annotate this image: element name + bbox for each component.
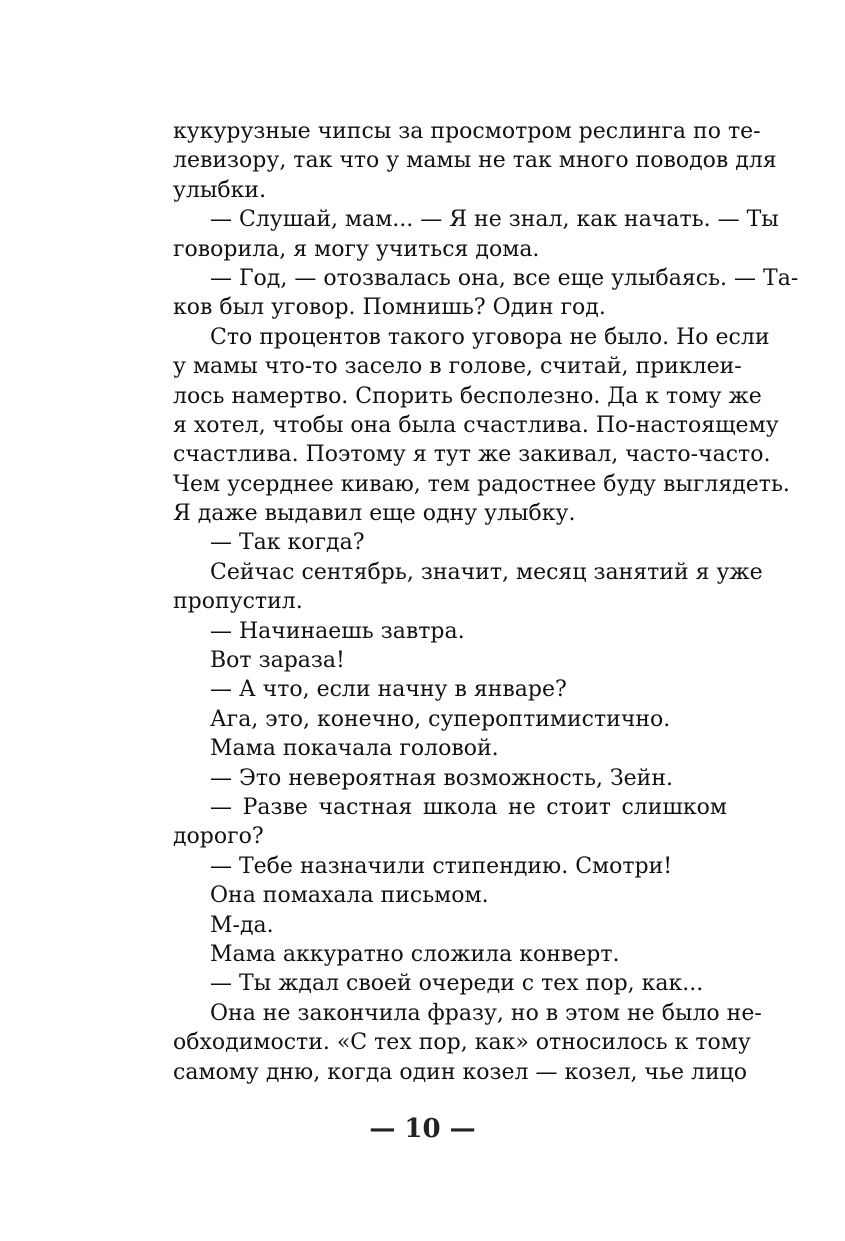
text-line: — Ты ждал своей очереди с тех пор, как...: [210, 971, 704, 997]
text-line: — А что, если начну в январе?: [210, 677, 567, 703]
body-text: [173, 117, 799, 1087]
text-line: — Разве частная школа не стоит слишком: [210, 794, 727, 820]
text-line: обходимости. «С тех пор, как» относилось к тому: [173, 1030, 751, 1056]
text-line: Чем усерднее киваю, тем радостнее буду выглядеть.: [173, 471, 790, 497]
text-line: говорила, я могу учиться дома.: [173, 236, 540, 262]
text-line: — Начинаешь завтра.: [210, 618, 465, 644]
text-line: М-да.: [210, 912, 274, 938]
text-line: Ага, это, конечно, супероптимистично.: [210, 706, 671, 732]
text-line: Мама аккуратно сложила конверт.: [210, 941, 620, 967]
text-line: — Это невероятная возможность, Зейн.: [210, 765, 673, 791]
text-line: кукурузные чипсы за просмотром реслинга по те-: [173, 119, 761, 144]
text-line: левизору, так что у мамы не так много поводов для: [173, 148, 777, 174]
text-line: улыбки.: [173, 177, 267, 203]
text-line: лось намертво. Спорить бесполезно. Да к тому же: [173, 383, 762, 409]
text-line: Она помахала письмом.: [210, 883, 489, 909]
text-line: самому дню, когда один козел — козел, чье лицо: [173, 1059, 747, 1085]
text-line: — Год, — отозвалась она, все еще улыбаясь. — Та-: [210, 265, 799, 291]
text-line: Вот зараза!: [210, 648, 345, 674]
page-number: — 10 —: [369, 1114, 476, 1144]
text-line: я хотел, чтобы она была счастлива. По-настоящему: [173, 412, 779, 438]
text-line: Сейчас сентябрь, значит, месяц занятий я уже: [210, 559, 763, 585]
text-line: счастлива. Поэтому я тут же закивал, часто-часто.: [173, 442, 771, 468]
text-line: ков был уговор. Помнишь? Один год.: [173, 295, 606, 321]
text-line: дорого?: [173, 824, 264, 850]
text-line: у мамы что-то засело в голове, считай, приклеи-: [173, 354, 742, 380]
text-line: Сто процентов такого уговора не было. Но если: [210, 324, 770, 350]
text-line: пропустил.: [173, 589, 303, 615]
text-line: — Слушай, мам... — Я не знал, как начать. — Ты: [210, 207, 779, 233]
text-line: Она не закончила фразу, но в этом не было не-: [210, 1000, 762, 1026]
text-line: Мама покачала головой.: [210, 736, 499, 762]
text-line: Я даже выдавил еще одну улыбку.: [173, 501, 576, 527]
text-line: — Тебе назначили стипендию. Смотри!: [210, 853, 673, 879]
text-line: — Так когда?: [210, 530, 365, 556]
